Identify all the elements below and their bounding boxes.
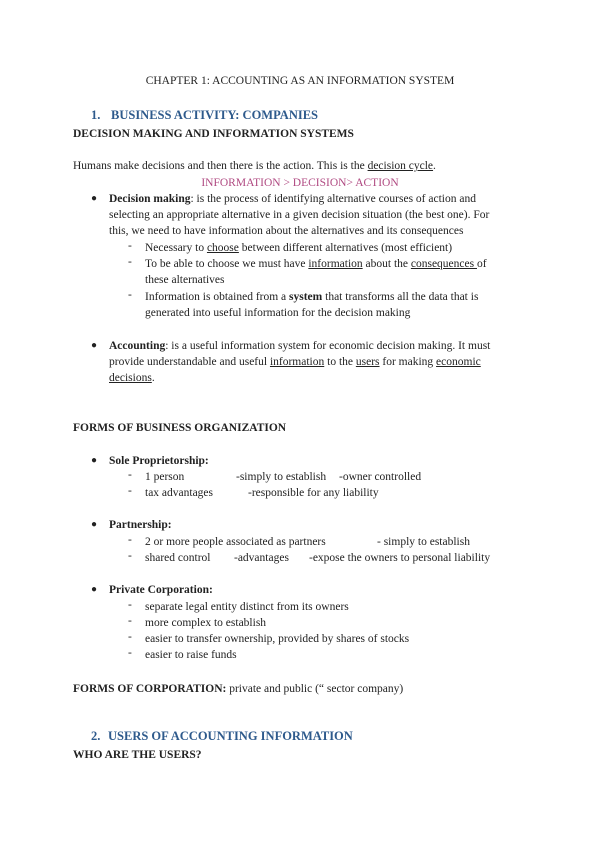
dash-icon: - <box>128 599 132 611</box>
accounting-line-1: Accounting: is a useful information system for economic decision making. It must <box>109 340 491 352</box>
dash-icon: - <box>128 534 132 546</box>
dash-icon: - <box>128 550 132 562</box>
sole-proprietorship-title: Sole Proprietorship: <box>109 455 209 467</box>
dash-icon: - <box>128 469 132 481</box>
bullet-icon: ● <box>91 584 98 595</box>
bullet-icon: ● <box>91 340 98 351</box>
accounting-line-3: decisions. <box>109 372 155 384</box>
dash-icon: - <box>128 289 132 301</box>
corporation-item-2: more complex to establish <box>145 617 267 629</box>
corporation-item-3: easier to transfer ownership, provided by shares of stocks <box>145 633 410 645</box>
sole-item-2b: -responsible for any liability <box>248 487 379 499</box>
section-1-number: 1. <box>91 108 101 122</box>
dash-icon: - <box>128 631 132 643</box>
partnership-item-1a: 2 or more people associated as partners <box>145 536 326 548</box>
decision-cycle-term: decision cycle <box>367 160 434 172</box>
sole-item-1b: -simply to establish <box>236 471 327 483</box>
subheading-users: WHO ARE THE USERS? <box>73 749 202 761</box>
partnership-item-1b: - simply to establish <box>377 536 470 548</box>
accounting-line-2: provide understandable and useful information to the users for making economic <box>109 356 481 368</box>
sole-item-1a: 1 person <box>145 471 185 483</box>
bullet-icon: ● <box>91 455 98 466</box>
forms-of-corporation: FORMS OF CORPORATION: private and public (“ sector company) <box>73 683 404 695</box>
decision-sub-item-1: Necessary to choose between different alternatives (most efficient) <box>145 242 453 254</box>
partnership-item-2c: -expose the owners to personal liability <box>309 552 491 564</box>
decision-sub-item-2: To be able to choose we must have information about the consequences of <box>145 258 487 270</box>
dash-icon: - <box>128 256 132 268</box>
sole-item-2a: tax advantages <box>145 487 214 499</box>
decision-making-line-2: selecting an appropriate alternative in a given decision situation (the best one). For <box>109 209 490 221</box>
forms-of-business-heading: FORMS OF BUSINESS ORGANIZATION <box>73 422 287 434</box>
partnership-item-2b: -advantages <box>234 552 289 564</box>
decision-making-line-1: Decision making: is the process of identifying alternative courses of action and <box>109 193 476 205</box>
decision-sub-item-2-cont: these alternatives <box>145 274 225 286</box>
bullet-icon: ● <box>91 519 98 530</box>
decision-sub-item-3-cont: generated into useful information for the decision making <box>145 307 411 319</box>
dash-icon: - <box>128 647 132 659</box>
section-2-number: 2. <box>91 729 101 743</box>
dash-icon: - <box>128 485 132 497</box>
private-corporation-title: Private Corporation: <box>109 584 213 596</box>
bullet-icon: ● <box>91 193 98 204</box>
sole-item-1c: -owner controlled <box>339 471 422 483</box>
partnership-title: Partnership: <box>109 519 172 531</box>
section-1-heading: BUSINESS ACTIVITY: COMPANIES <box>111 108 319 122</box>
corporation-item-1: separate legal entity distinct from its owners <box>145 601 349 613</box>
partnership-item-2a: shared control <box>145 552 211 564</box>
dash-icon: - <box>128 615 132 627</box>
chapter-title: CHAPTER 1: ACCOUNTING AS AN INFORMATION SYSTEM <box>145 75 455 87</box>
corporation-item-4: easier to raise funds <box>145 649 237 661</box>
section-2-heading: USERS OF ACCOUNTING INFORMATION <box>108 729 353 743</box>
subheading-decision-making: DECISION MAKING AND INFORMATION SYSTEMS <box>73 128 354 140</box>
intro-paragraph: Humans make decisions and then there is the action. This is the decision cycle. <box>73 160 436 172</box>
decision-sub-item-3: Information is obtained from a system that transforms all the data that is <box>145 291 479 303</box>
decision-making-line-3: this, we need to have information about the alternatives and its consequences <box>109 225 464 237</box>
dash-icon: - <box>128 240 132 252</box>
decision-flow: INFORMATION > DECISION> ACTION <box>201 177 399 189</box>
